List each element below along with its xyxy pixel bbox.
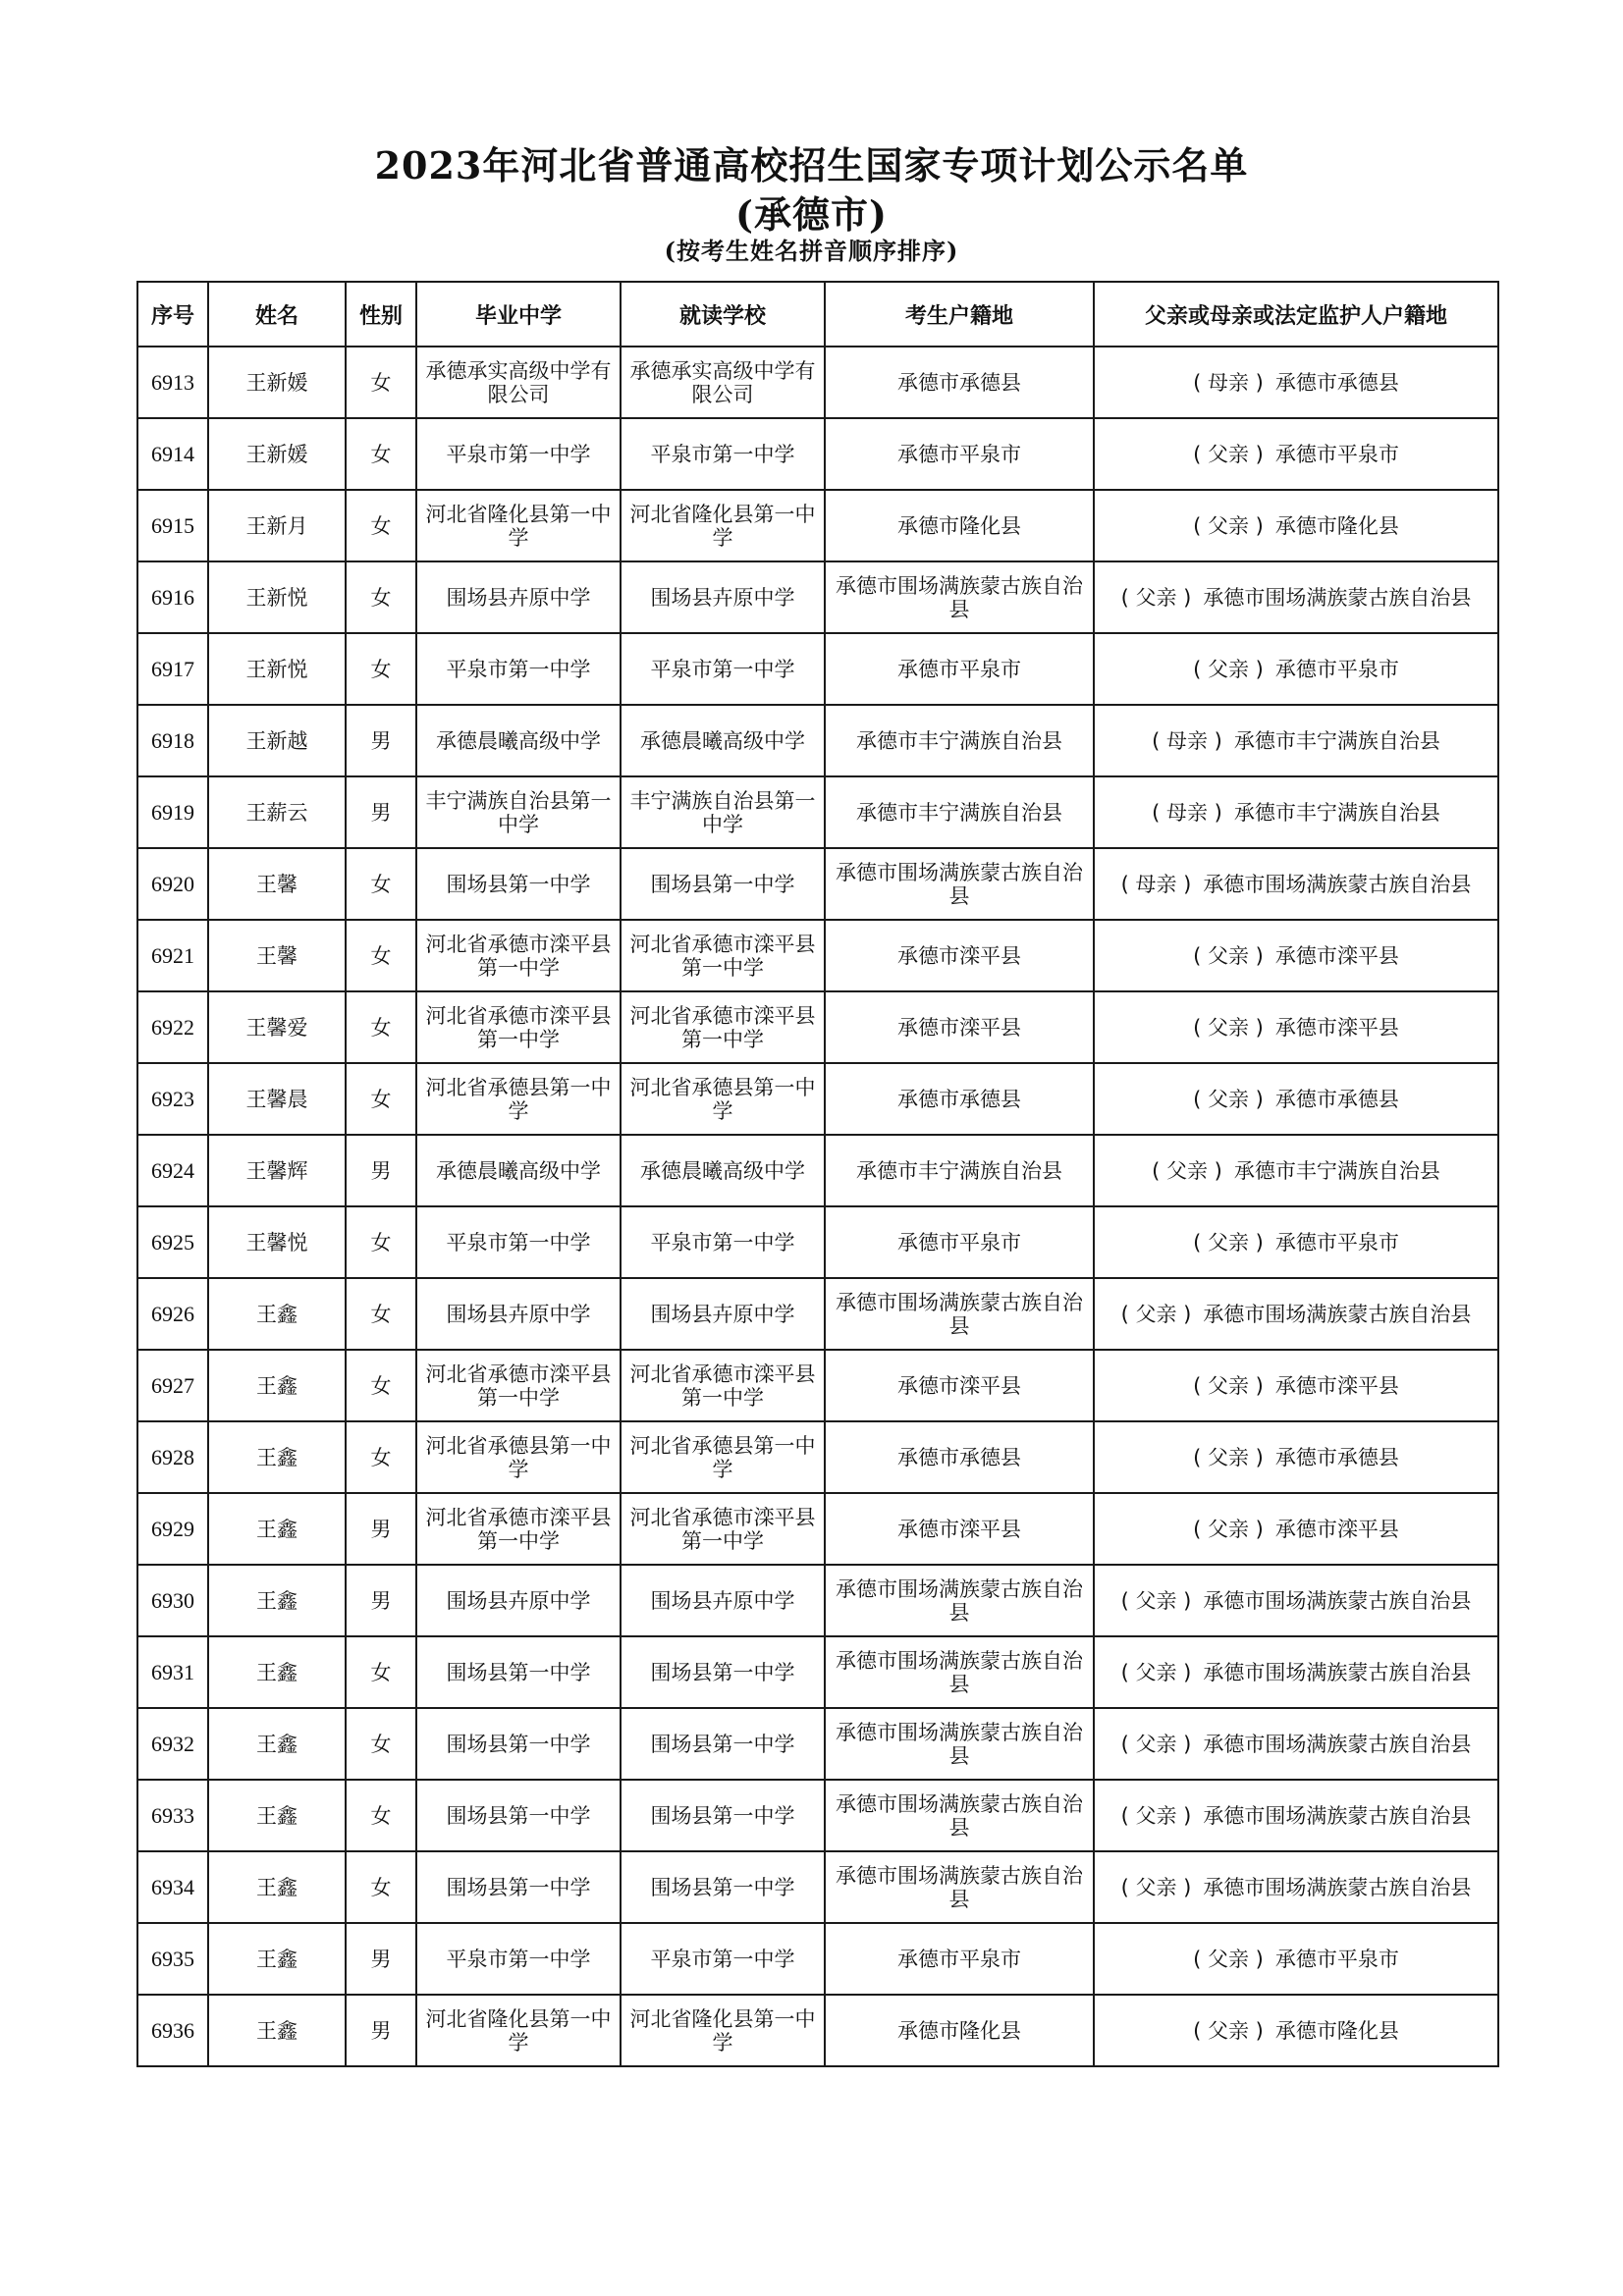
cell-guardian [1094, 1063, 1498, 1135]
document-title: 2023年河北省普通高校招生国家专项计划公示名单 [374, 143, 1249, 187]
cell-hukou: 承德市围场满族蒙古族自治县 [825, 1636, 1094, 1708]
guardian-relation: ( 父亲 ) [1193, 1445, 1264, 1469]
table-row [137, 1923, 1498, 1995]
table-row [137, 633, 1498, 705]
table-row [137, 347, 1498, 418]
cell-gender: 男 [346, 1493, 416, 1565]
cell-name: 王新悦 [208, 561, 346, 633]
roster-table [136, 281, 1499, 2067]
cell-name: 王馨 [208, 848, 346, 920]
cell-gender: 女 [346, 1206, 416, 1278]
table-row [137, 848, 1498, 920]
cell-guardian [1094, 991, 1498, 1063]
cell-hukou: 承德市滦平县 [825, 1493, 1094, 1565]
table-row [137, 1063, 1498, 1135]
cell-grad-school: 河北省承德市滦平县第一中学 [416, 991, 621, 1063]
guardian-hukou: 承德市承德县 [1274, 1445, 1399, 1469]
guardian-hukou: 承德市平泉市 [1274, 1230, 1399, 1255]
table-row [137, 1206, 1498, 1278]
cell-hukou: 承德市围场满族蒙古族自治县 [825, 1851, 1094, 1923]
header-cell-no: 序号 [137, 282, 208, 347]
cell-school: 河北省承德县第一中学 [621, 1421, 825, 1493]
cell-no: 6935 [137, 1923, 208, 1995]
cell-name: 王鑫 [208, 1565, 346, 1636]
cell-grad-school: 围场县第一中学 [416, 1780, 621, 1851]
cell-guardian [1094, 1278, 1498, 1350]
table-row [137, 1636, 1498, 1708]
cell-grad-school: 平泉市第一中学 [416, 633, 621, 705]
cell-no: 6920 [137, 848, 208, 920]
table-row [137, 1995, 1498, 2066]
cell-guardian [1094, 776, 1498, 848]
cell-gender: 女 [346, 1350, 416, 1421]
cell-grad-school: 河北省承德市滦平县第一中学 [416, 1493, 621, 1565]
guardian-hukou: 承德市围场满族蒙古族自治县 [1203, 1588, 1472, 1613]
cell-school: 平泉市第一中学 [621, 1206, 825, 1278]
header-cell-hukou: 考生户籍地 [825, 282, 1094, 347]
cell-no: 6929 [137, 1493, 208, 1565]
cell-guardian [1094, 1493, 1498, 1565]
cell-gender: 女 [346, 991, 416, 1063]
cell-hukou: 承德市平泉市 [825, 633, 1094, 705]
cell-grad-school: 围场县第一中学 [416, 848, 621, 920]
cell-hukou: 承德市围场满族蒙古族自治县 [825, 848, 1094, 920]
cell-school: 围场县第一中学 [621, 1780, 825, 1851]
guardian-relation: ( 父亲 ) [1120, 1660, 1192, 1684]
cell-no: 6933 [137, 1780, 208, 1851]
cell-school: 河北省隆化县第一中学 [621, 1995, 825, 2066]
cell-no: 6925 [137, 1206, 208, 1278]
cell-name: 王新悦 [208, 633, 346, 705]
cell-no: 6914 [137, 418, 208, 490]
guardian-hukou: 承德市平泉市 [1274, 657, 1399, 681]
table-row [137, 1708, 1498, 1780]
cell-school: 河北省承德市滦平县第一中学 [621, 1350, 825, 1421]
guardian-relation: ( 父亲 ) [1120, 585, 1192, 610]
cell-grad-school: 河北省隆化县第一中学 [416, 490, 621, 561]
cell-no: 6913 [137, 347, 208, 418]
cell-no: 6936 [137, 1995, 208, 2066]
cell-school: 围场县卉原中学 [621, 1278, 825, 1350]
guardian-hukou: 承德市平泉市 [1274, 1947, 1399, 1971]
cell-gender: 女 [346, 1708, 416, 1780]
guardian-hukou: 承德市丰宁满族自治县 [1233, 1158, 1440, 1183]
header-cell-guardian-hukou: 父亲或母亲或法定监护人户籍地 [1094, 282, 1498, 347]
cell-no: 6932 [137, 1708, 208, 1780]
cell-hukou: 承德市丰宁满族自治县 [825, 776, 1094, 848]
cell-grad-school: 承德晨曦高级中学 [416, 705, 621, 776]
cell-guardian [1094, 1995, 1498, 2066]
guardian-relation: ( 父亲 ) [1193, 442, 1264, 466]
table-row [137, 776, 1498, 848]
table-body [137, 347, 1498, 2066]
guardian-hukou: 承德市滦平县 [1274, 1373, 1399, 1398]
cell-no: 6919 [137, 776, 208, 848]
cell-gender: 女 [346, 848, 416, 920]
cell-guardian [1094, 1421, 1498, 1493]
table-row [137, 920, 1498, 991]
cell-hukou: 承德市丰宁满族自治县 [825, 705, 1094, 776]
table-row [137, 1493, 1498, 1565]
cell-grad-school: 平泉市第一中学 [416, 1923, 621, 1995]
guardian-hukou: 承德市围场满族蒙古族自治县 [1203, 1660, 1472, 1684]
cell-no: 6928 [137, 1421, 208, 1493]
cell-school: 围场县第一中学 [621, 1708, 825, 1780]
header-cell-grad-school: 毕业中学 [416, 282, 621, 347]
cell-no: 6926 [137, 1278, 208, 1350]
cell-guardian [1094, 490, 1498, 561]
table-row [137, 1565, 1498, 1636]
cell-gender: 女 [346, 633, 416, 705]
cell-grad-school: 围场县第一中学 [416, 1851, 621, 1923]
cell-hukou: 承德市平泉市 [825, 418, 1094, 490]
cell-guardian [1094, 1350, 1498, 1421]
cell-name: 王馨 [208, 920, 346, 991]
cell-hukou: 承德市围场满族蒙古族自治县 [825, 561, 1094, 633]
cell-name: 王鑫 [208, 1278, 346, 1350]
guardian-relation: ( 父亲 ) [1120, 1732, 1192, 1756]
cell-no: 6915 [137, 490, 208, 561]
guardian-hukou: 承德市丰宁满族自治县 [1233, 800, 1440, 825]
cell-name: 王鑫 [208, 1995, 346, 2066]
cell-name: 王馨悦 [208, 1206, 346, 1278]
guardian-hukou: 承德市丰宁满族自治县 [1233, 728, 1440, 753]
cell-no: 6921 [137, 920, 208, 991]
cell-school: 河北省承德市滦平县第一中学 [621, 991, 825, 1063]
guardian-hukou: 承德市滦平县 [1274, 1517, 1399, 1541]
cell-guardian [1094, 1708, 1498, 1780]
cell-gender: 女 [346, 1063, 416, 1135]
cell-gender: 男 [346, 1565, 416, 1636]
table-row [137, 1350, 1498, 1421]
cell-name: 王薪云 [208, 776, 346, 848]
cell-guardian [1094, 561, 1498, 633]
cell-name: 王鑫 [208, 1350, 346, 1421]
guardian-hukou: 承德市隆化县 [1274, 2018, 1399, 2043]
cell-guardian [1094, 848, 1498, 920]
guardian-relation: ( 父亲 ) [1120, 1803, 1192, 1828]
header-row [137, 282, 1498, 347]
cell-grad-school: 平泉市第一中学 [416, 1206, 621, 1278]
guardian-relation: ( 母亲 ) [1152, 728, 1222, 753]
cell-guardian [1094, 633, 1498, 705]
table-row [137, 1780, 1498, 1851]
cell-guardian [1094, 1923, 1498, 1995]
cell-gender: 女 [346, 1851, 416, 1923]
cell-name: 王新媛 [208, 347, 346, 418]
cell-school: 平泉市第一中学 [621, 633, 825, 705]
cell-grad-school: 围场县卉原中学 [416, 1278, 621, 1350]
guardian-relation: ( 父亲 ) [1193, 513, 1264, 538]
cell-hukou: 承德市滦平县 [825, 1350, 1094, 1421]
guardian-relation: ( 父亲 ) [1193, 657, 1264, 681]
cell-school: 平泉市第一中学 [621, 1923, 825, 1995]
table-header [137, 282, 1498, 347]
guardian-relation: ( 父亲 ) [1120, 1302, 1192, 1326]
cell-gender: 男 [346, 705, 416, 776]
cell-hukou: 承德市隆化县 [825, 490, 1094, 561]
cell-gender: 男 [346, 1923, 416, 1995]
cell-guardian [1094, 1636, 1498, 1708]
cell-no: 6924 [137, 1135, 208, 1206]
cell-no: 6917 [137, 633, 208, 705]
cell-gender: 女 [346, 1421, 416, 1493]
guardian-hukou: 承德市承德县 [1274, 1087, 1399, 1111]
cell-school: 河北省承德县第一中学 [621, 1063, 825, 1135]
guardian-relation: ( 父亲 ) [1193, 1517, 1264, 1541]
cell-name: 王鑫 [208, 1923, 346, 1995]
cell-name: 王馨晨 [208, 1063, 346, 1135]
guardian-relation: ( 母亲 ) [1120, 872, 1192, 896]
cell-no: 6918 [137, 705, 208, 776]
cell-gender: 女 [346, 920, 416, 991]
cell-hukou: 承德市平泉市 [825, 1923, 1094, 1995]
cell-gender: 男 [346, 776, 416, 848]
table-row [137, 1278, 1498, 1350]
cell-name: 王鑫 [208, 1636, 346, 1708]
cell-guardian [1094, 1851, 1498, 1923]
guardian-relation: ( 父亲 ) [1193, 1947, 1264, 1971]
table-row [137, 561, 1498, 633]
guardian-relation: ( 父亲 ) [1193, 943, 1264, 968]
cell-name: 王馨爱 [208, 991, 346, 1063]
cell-grad-school: 丰宁满族自治县第一中学 [416, 776, 621, 848]
cell-name: 王鑫 [208, 1421, 346, 1493]
cell-grad-school: 围场县卉原中学 [416, 1565, 621, 1636]
cell-no: 6927 [137, 1350, 208, 1421]
cell-school: 围场县第一中学 [621, 848, 825, 920]
table-row [137, 1851, 1498, 1923]
guardian-relation: ( 父亲 ) [1193, 1087, 1264, 1111]
cell-grad-school: 河北省承德市滦平县第一中学 [416, 1350, 621, 1421]
guardian-relation: ( 父亲 ) [1152, 1158, 1222, 1183]
table-row [137, 490, 1498, 561]
cell-hukou: 承德市承德县 [825, 347, 1094, 418]
cell-grad-school: 河北省承德县第一中学 [416, 1063, 621, 1135]
cell-grad-school: 河北省承德县第一中学 [416, 1421, 621, 1493]
guardian-hukou: 承德市平泉市 [1274, 442, 1399, 466]
cell-school: 河北省承德市滦平县第一中学 [621, 920, 825, 991]
cell-gender: 女 [346, 490, 416, 561]
cell-hukou: 承德市隆化县 [825, 1995, 1094, 2066]
cell-no: 6930 [137, 1565, 208, 1636]
cell-guardian [1094, 347, 1498, 418]
cell-school: 丰宁满族自治县第一中学 [621, 776, 825, 848]
cell-no: 6916 [137, 561, 208, 633]
cell-hukou: 承德市滦平县 [825, 920, 1094, 991]
cell-gender: 女 [346, 1780, 416, 1851]
cell-school: 围场县卉原中学 [621, 561, 825, 633]
cell-name: 王新越 [208, 705, 346, 776]
cell-school: 平泉市第一中学 [621, 418, 825, 490]
cell-gender: 女 [346, 1278, 416, 1350]
document-subtitle-city: (承德市) [735, 192, 888, 237]
guardian-relation: ( 母亲 ) [1193, 370, 1264, 395]
cell-grad-school: 承德晨曦高级中学 [416, 1135, 621, 1206]
guardian-hukou: 承德市围场满族蒙古族自治县 [1203, 1302, 1472, 1326]
cell-guardian [1094, 1135, 1498, 1206]
cell-grad-school: 承德承实高级中学有限公司 [416, 347, 621, 418]
cell-school: 承德承实高级中学有限公司 [621, 347, 825, 418]
cell-guardian [1094, 1206, 1498, 1278]
cell-grad-school: 河北省承德市滦平县第一中学 [416, 920, 621, 991]
cell-guardian [1094, 418, 1498, 490]
guardian-relation: ( 母亲 ) [1152, 800, 1222, 825]
table-row [137, 991, 1498, 1063]
cell-name: 王鑫 [208, 1493, 346, 1565]
guardian-hukou: 承德市围场满族蒙古族自治县 [1203, 1803, 1472, 1828]
cell-grad-school: 河北省隆化县第一中学 [416, 1995, 621, 2066]
cell-school: 围场县卉原中学 [621, 1565, 825, 1636]
cell-gender: 女 [346, 418, 416, 490]
guardian-hukou: 承德市承德县 [1274, 370, 1399, 395]
cell-hukou: 承德市承德县 [825, 1063, 1094, 1135]
guardian-hukou: 承德市隆化县 [1274, 513, 1399, 538]
cell-name: 王鑫 [208, 1851, 346, 1923]
header-cell-gender: 性别 [346, 282, 416, 347]
cell-grad-school: 围场县第一中学 [416, 1636, 621, 1708]
cell-no: 6931 [137, 1636, 208, 1708]
cell-hukou: 承德市平泉市 [825, 1206, 1094, 1278]
guardian-relation: ( 父亲 ) [1193, 1230, 1264, 1255]
cell-grad-school: 围场县卉原中学 [416, 561, 621, 633]
guardian-hukou: 承德市滦平县 [1274, 1015, 1399, 1040]
cell-gender: 女 [346, 1636, 416, 1708]
cell-hukou: 承德市承德县 [825, 1421, 1094, 1493]
guardian-hukou: 承德市滦平县 [1274, 943, 1399, 968]
cell-name: 王鑫 [208, 1780, 346, 1851]
cell-hukou: 承德市围场满族蒙古族自治县 [825, 1708, 1094, 1780]
cell-guardian [1094, 705, 1498, 776]
cell-hukou: 承德市丰宁满族自治县 [825, 1135, 1094, 1206]
cell-name: 王新月 [208, 490, 346, 561]
cell-grad-school: 平泉市第一中学 [416, 418, 621, 490]
cell-school: 河北省承德市滦平县第一中学 [621, 1493, 825, 1565]
cell-no: 6923 [137, 1063, 208, 1135]
cell-no: 6934 [137, 1851, 208, 1923]
guardian-hukou: 承德市围场满族蒙古族自治县 [1203, 1732, 1472, 1756]
cell-name: 王馨辉 [208, 1135, 346, 1206]
table-row [137, 1135, 1498, 1206]
cell-gender: 男 [346, 1995, 416, 2066]
guardian-relation: ( 父亲 ) [1120, 1588, 1192, 1613]
table-row [137, 418, 1498, 490]
cell-name: 王鑫 [208, 1708, 346, 1780]
cell-guardian [1094, 920, 1498, 991]
guardian-hukou: 承德市围场满族蒙古族自治县 [1203, 585, 1472, 610]
guardian-relation: ( 父亲 ) [1193, 1015, 1264, 1040]
guardian-relation: ( 父亲 ) [1193, 1373, 1264, 1398]
cell-hukou: 承德市围场满族蒙古族自治县 [825, 1278, 1094, 1350]
cell-school: 河北省隆化县第一中学 [621, 490, 825, 561]
cell-grad-school: 围场县第一中学 [416, 1708, 621, 1780]
document-sort-note: (按考生姓名拼音顺序排序) [664, 237, 959, 265]
cell-school: 承德晨曦高级中学 [621, 1135, 825, 1206]
guardian-hukou: 承德市围场满族蒙古族自治县 [1203, 1875, 1472, 1899]
cell-guardian [1094, 1780, 1498, 1851]
table-row [137, 705, 1498, 776]
header-cell-school: 就读学校 [621, 282, 825, 347]
table-row [137, 1421, 1498, 1493]
cell-gender: 女 [346, 347, 416, 418]
header-cell-name: 姓名 [208, 282, 346, 347]
cell-school: 围场县第一中学 [621, 1851, 825, 1923]
cell-gender: 女 [346, 561, 416, 633]
cell-school: 承德晨曦高级中学 [621, 705, 825, 776]
guardian-hukou: 承德市围场满族蒙古族自治县 [1203, 872, 1472, 896]
guardian-relation: ( 父亲 ) [1193, 2018, 1264, 2043]
cell-hukou: 承德市围场满族蒙古族自治县 [825, 1565, 1094, 1636]
guardian-relation: ( 父亲 ) [1120, 1875, 1192, 1899]
cell-school: 围场县第一中学 [621, 1636, 825, 1708]
cell-no: 6922 [137, 991, 208, 1063]
cell-gender: 男 [346, 1135, 416, 1206]
cell-hukou: 承德市滦平县 [825, 991, 1094, 1063]
cell-guardian [1094, 1565, 1498, 1636]
cell-name: 王新媛 [208, 418, 346, 490]
cell-hukou: 承德市围场满族蒙古族自治县 [825, 1780, 1094, 1851]
